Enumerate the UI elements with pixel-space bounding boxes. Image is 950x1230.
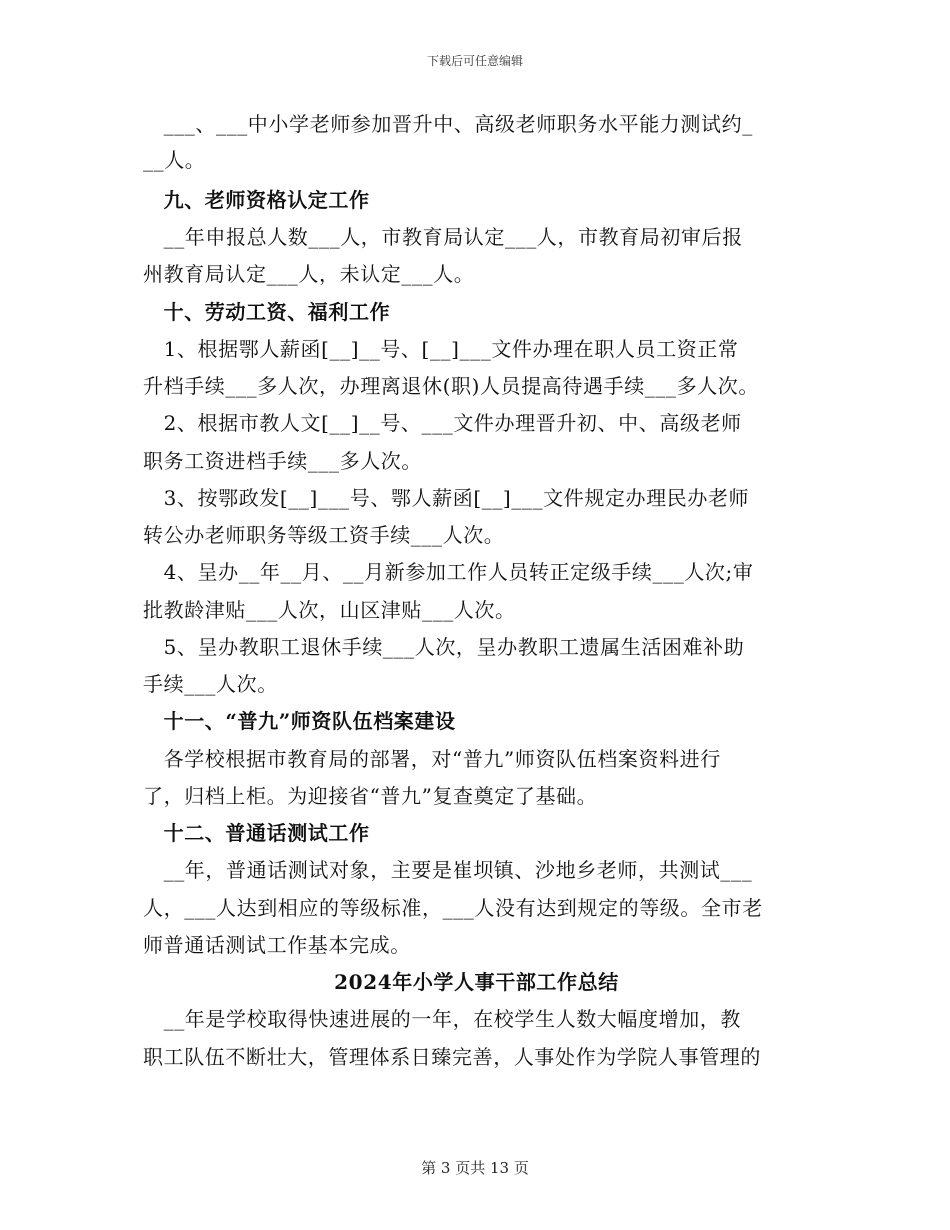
page-footer: 第 3 页共 13 页 [421,1159,529,1177]
section-heading: 九、老师资格认定工作 [143,188,370,212]
body-line: 职工队伍不断壮大，管理体系日臻完善，人事处作为学院人事管理的 [143,1045,761,1069]
body-line: ___、___中小学老师参加晋升中、高级老师职务水平能力测试约_ [143,112,753,136]
section-heading: 十二、普通话测试工作 [143,821,370,845]
body-line: 人，___人达到相应的等级标准，___人没有达到规定的等级。全市老 [143,896,763,920]
body-line: __年是学校取得快速进展的一年，在校学生人数大幅度增加，教 [143,1007,741,1031]
section-heading: 十、劳动工资、福利工作 [143,300,391,324]
body-line: 职务工资进档手续___多人次。 [143,449,422,473]
body-line: 批教龄津贴___人次，山区津贴___人次。 [143,598,516,622]
body-line: 1、根据鄂人薪函[__]__号、[__]___文件办理在职人员工资正常 [143,337,739,361]
body-line: 5、呈办教职工退休手续___人次，呈办教职工遗属生活困难补助 [143,635,745,659]
body-line: 4、呈办__年__月、__月新参加工作人员转正定级手续___人次;审 [143,560,754,584]
body-line: 了，归档上柜。为迎接省“普九”复查奠定了基础。 [143,784,598,808]
body-line: __年申报总人数___人，市教育局认定___人，市教育局初审后报 [143,225,743,249]
section-heading: 十一、“普九”师资队伍档案建设 [143,709,456,733]
body-line: 转公办老师职务等级工资手续___人次。 [143,523,505,547]
body-line: 3、按鄂政发[__]___号、鄂人薪函[__]___文件规定办理民办老师 [143,486,750,510]
body-line: 手续___人次。 [143,672,278,696]
document-title: 2024年小学人事干部工作总结 [334,970,619,994]
body-line: 各学校根据市教育局的部署，对“普九”师资队伍档案资料进行 [143,747,721,771]
body-line: 升档手续___多人次，办理离退休(职)人员提高待遇手续___多人次。 [143,374,760,398]
body-line: 师普通话测试工作基本完成。 [143,933,411,957]
body-line: 州教育局认定___人，未认定___人。 [143,262,475,286]
body-line: 2、根据市教人文[__]__号、___文件办理晋升初、中、高级老师 [143,411,742,435]
body-line: __人。 [143,148,206,172]
body-line: __年，普通话测试对象，主要是崔坝镇、沙地乡老师，共测试___ [143,858,753,882]
page-header: 下载后可任意编辑 [426,54,523,68]
